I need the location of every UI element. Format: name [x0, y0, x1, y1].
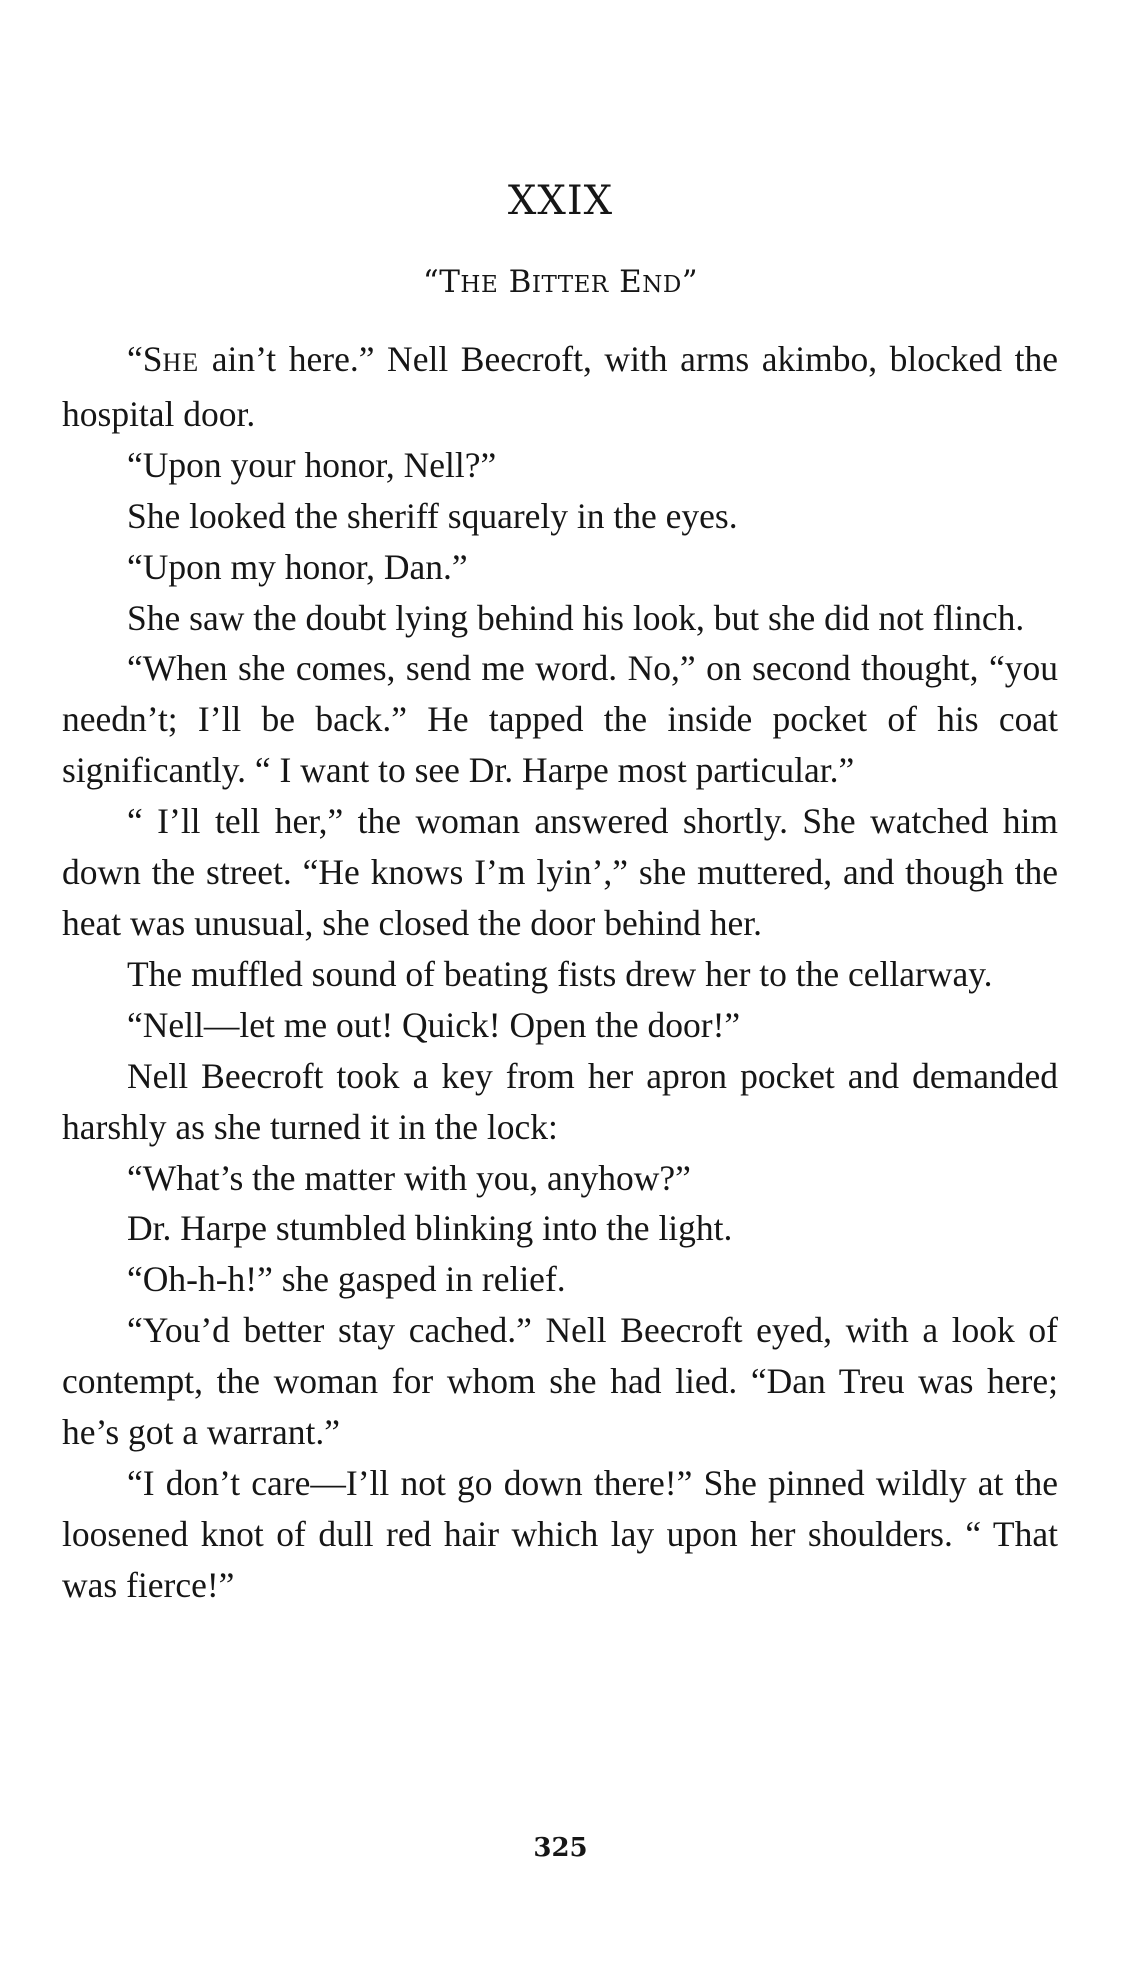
paragraph-10: Nell Beecroft took a key from her apron pocket and demanded harshly as she turned it in the lock: [62, 1055, 1058, 1147]
chapter-title-word-3-rest: ND [642, 272, 682, 298]
paragraph-14: “You’d better stay cached.” Nell Beecroft eyed, with a look of contempt, the woman for whom she had lied. “Dan Treu was here; he’s got a warrant.” [62, 1310, 1058, 1453]
chapter-number: XXIX [507, 178, 614, 224]
paragraph-3: She looked the sheriff squarely in the eyes. [127, 495, 738, 536]
paragraph-2: “Upon your honor, Nell?” [127, 444, 497, 485]
page-number: 325 [533, 1833, 588, 1863]
paragraph-6: “When she comes, send me word. No,” on second thought, “you needn’t; I’ll be back.” He tapped the inside pocket of his coat significantly. “ I want to see Dr. Harpe most particular.” [62, 648, 1058, 791]
opening-small-caps: HE [162, 348, 200, 377]
paragraph-5: She saw the doubt lying behind his look, but she did not flinch. [127, 597, 1025, 638]
opening-quote-letter: “S [127, 339, 163, 379]
chapter-title-word-1-initial: T [439, 264, 461, 300]
chapter-title-word-2-rest: ITTER [531, 272, 609, 298]
chapter-title-word-3-initial: E [619, 264, 643, 300]
body-text [62, 334, 1058, 1611]
paragraph-9: “Nell—let me out! Quick! Open the door!” [127, 1004, 741, 1045]
paragraph-12: Dr. Harpe stumbled blinking into the light. [127, 1208, 733, 1249]
paragraph-1 [62, 334, 1058, 440]
chapter-title-open-quote: “ [422, 264, 440, 300]
chapter-title-word-1-rest: HE [460, 272, 499, 298]
paragraph-4: “Upon my honor, Dan.” [127, 546, 468, 587]
paragraph-11: “What’s the matter with you, anyhow?” [127, 1157, 691, 1198]
chapter-title-word-2-initial: B [508, 264, 532, 300]
chapter-title [0, 262, 1121, 305]
paragraph-8: The muffled sound of beating fists drew her to the cellarway. [127, 953, 993, 994]
paragraph-1-rest: ain’t here.” Nell Beecroft, with arms akimbo, blocked the hospital door. [62, 339, 1058, 434]
paragraph-13: “Oh-h-h!” she gasped in relief. [127, 1259, 566, 1300]
chapter-title-close-quote: ” [681, 264, 699, 300]
paragraph-7: “ I’ll tell her,” the woman answered shortly. She watched him down the street. “He knows I’m lyin’,” she muttered, and though the heat was unusual, she closed the door behind her. [62, 801, 1058, 943]
paragraph-15: “I don’t care—I’ll not go down there!” She pinned wildly at the loosened knot of dull red hair which lay upon her shoulders. “ That was fierce!” [62, 1462, 1058, 1605]
